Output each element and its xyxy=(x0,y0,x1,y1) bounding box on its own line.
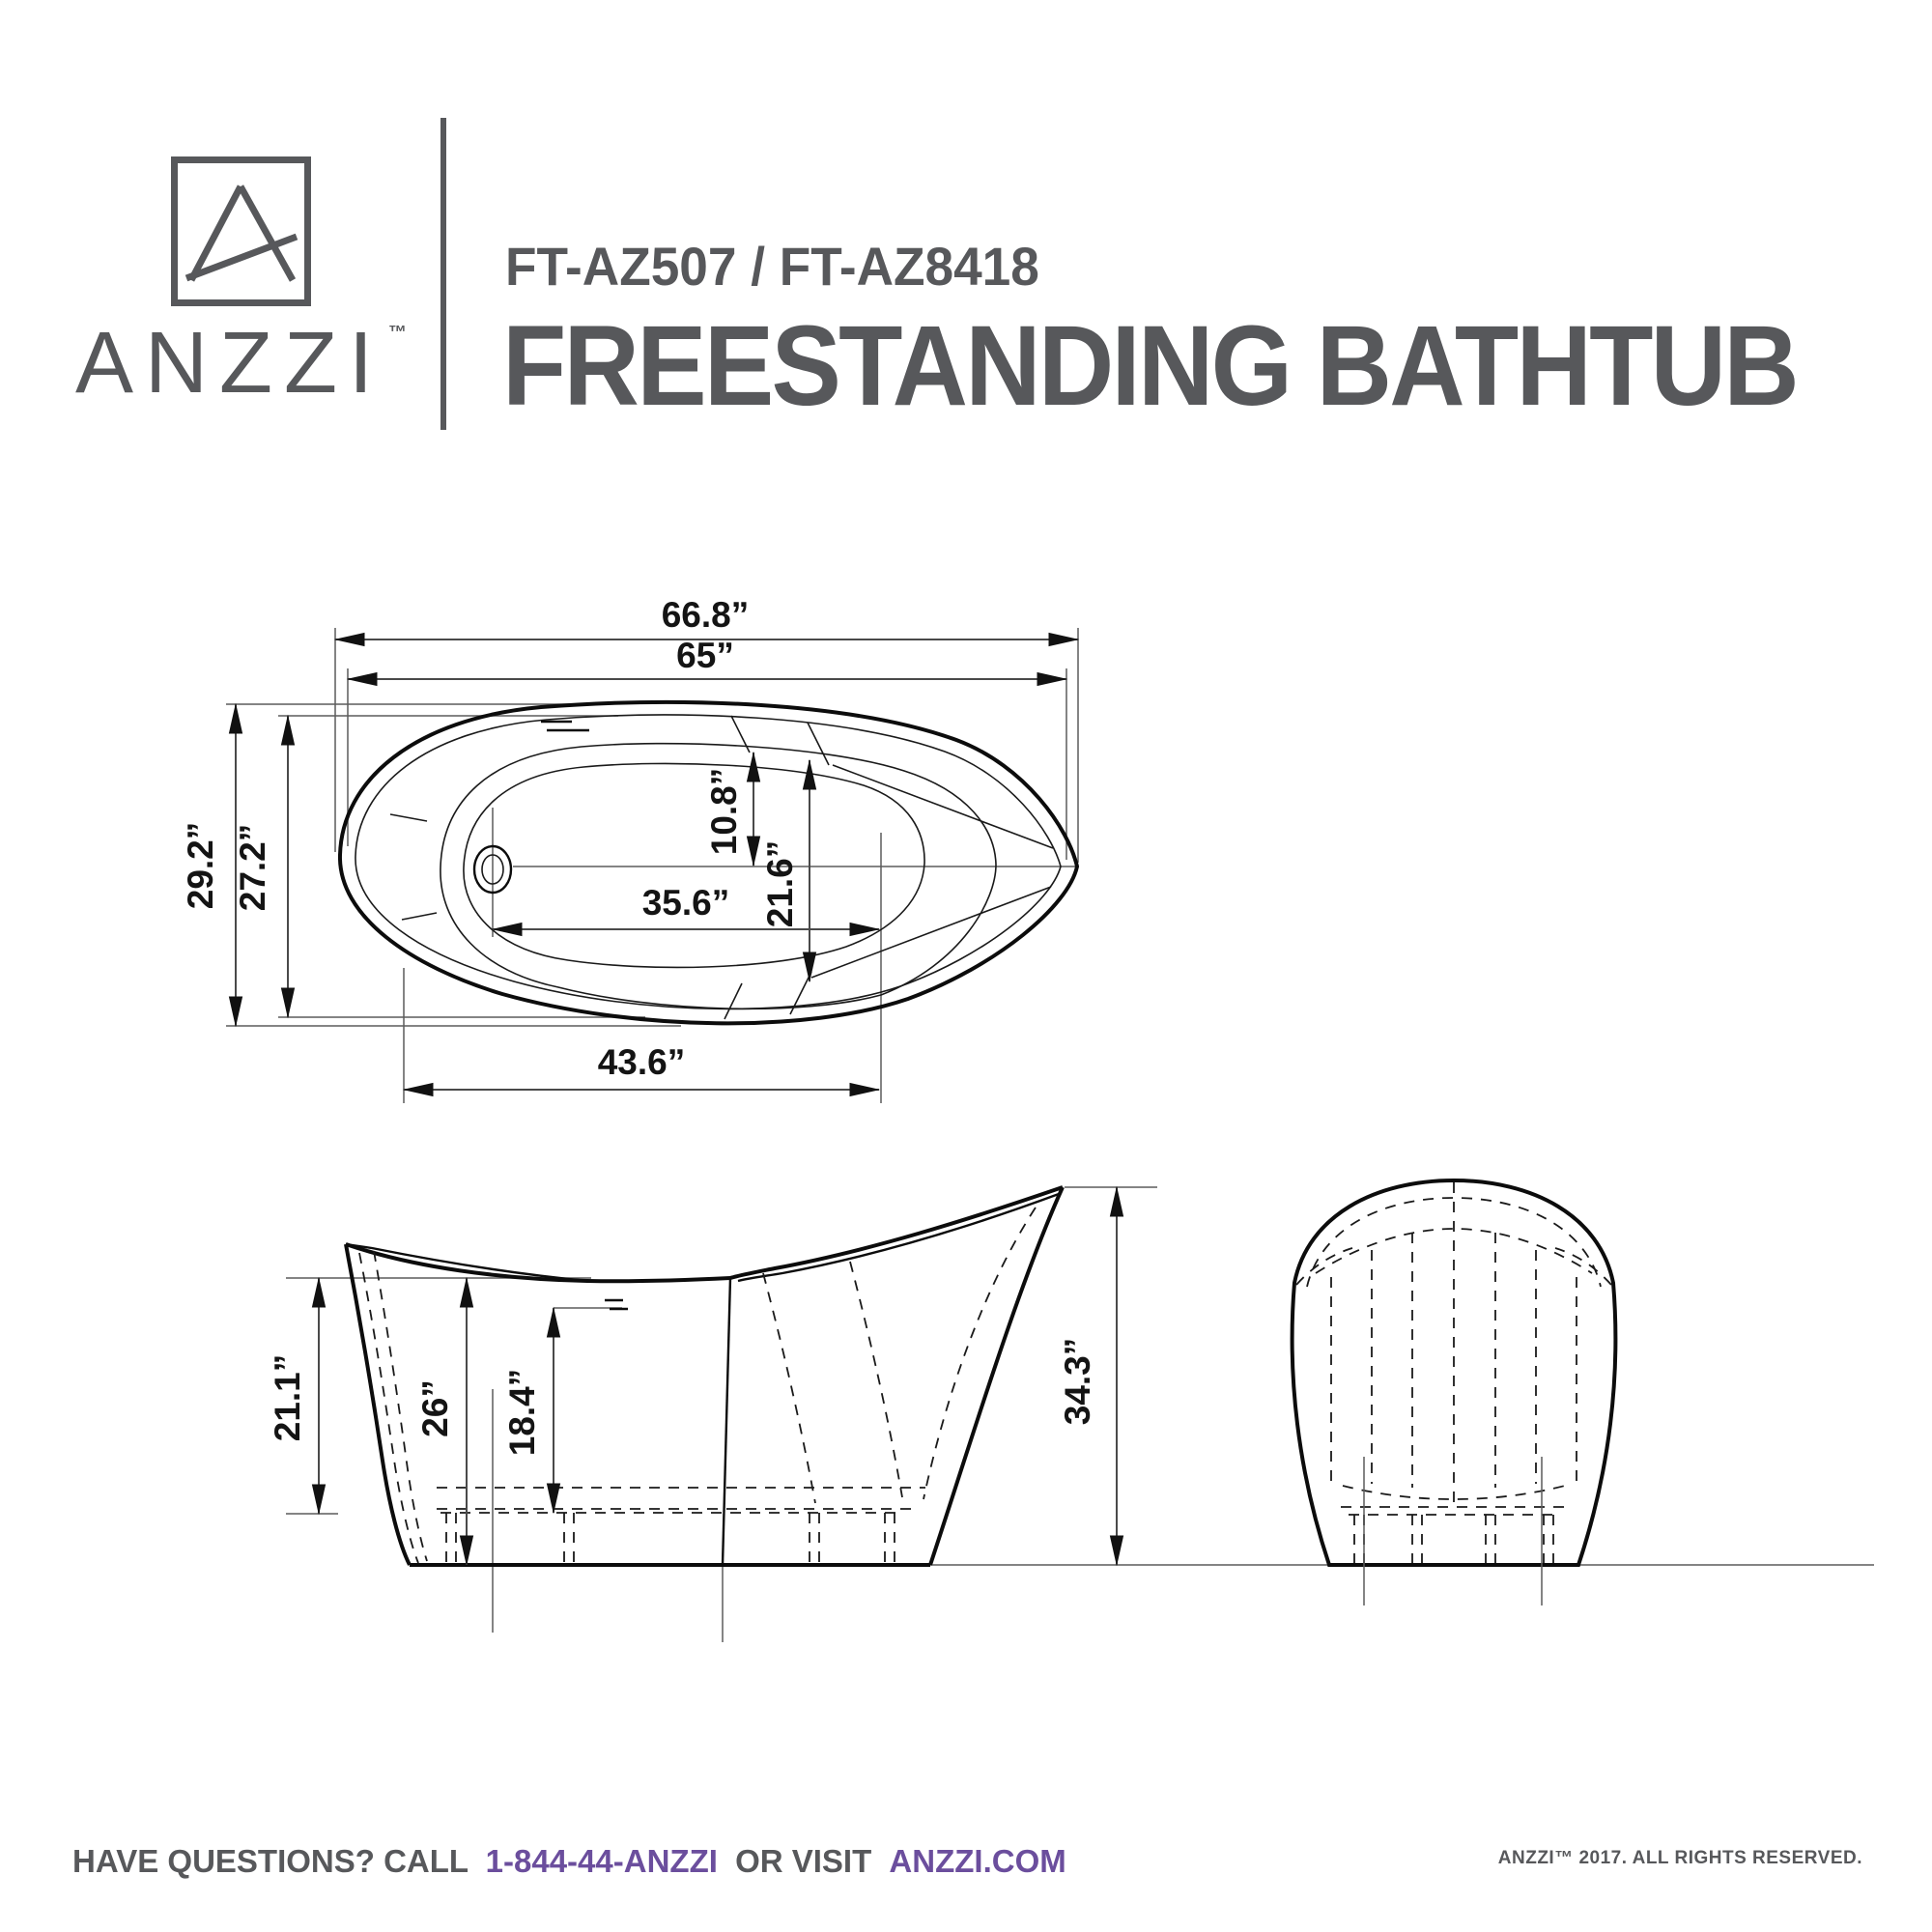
dim-overall-height: 34.3” xyxy=(1058,1337,1097,1426)
copyright-text: ANZZI™ 2017. ALL RIGHTS RESERVED. xyxy=(1497,1848,1862,1868)
dim-basin-width: 21.6” xyxy=(760,839,800,928)
page-title: FREESTANDING BATHTUB xyxy=(502,302,1797,430)
footer-phone-link[interactable]: 1-844-44-ANZZI xyxy=(485,1843,718,1879)
top-view-extension-lines xyxy=(226,628,1078,1103)
top-view xyxy=(181,595,1078,1103)
top-view-dimensions xyxy=(181,595,1078,1090)
top-view-tub-outline xyxy=(340,702,1077,1023)
model-numbers: FT-AZ507 / FT-AZ8418 xyxy=(505,236,1039,297)
dim-overall-width: 29.2” xyxy=(181,821,220,910)
side-view xyxy=(268,1187,1874,1642)
dim-basin-length: 43.6” xyxy=(597,1042,686,1082)
footer-or-visit-text: OR VISIT xyxy=(735,1843,872,1879)
dim-drain-to-backrest: 35.6” xyxy=(641,883,730,923)
footer-contact xyxy=(72,1843,1066,1880)
dim-overall-length: 66.8” xyxy=(661,595,750,635)
brand-wordmark: ANZZI xyxy=(75,315,384,412)
dim-soaking-depth: 18.4” xyxy=(502,1368,542,1457)
side-view-tub-outline xyxy=(346,1187,1063,1565)
dim-deck-width: 27.2” xyxy=(233,823,272,912)
dim-rim-height: 26” xyxy=(415,1379,455,1437)
end-view xyxy=(1293,1180,1616,1605)
dim-interior-length: 65” xyxy=(676,636,734,675)
end-view-hidden-lines xyxy=(1296,1182,1611,1563)
footer-website-link[interactable]: ANZZI.COM xyxy=(889,1843,1066,1879)
footer-question-text: HAVE QUESTIONS? CALL xyxy=(72,1843,469,1879)
brand-trademark: ™ xyxy=(388,323,407,343)
dim-front-rim-height: 21.1” xyxy=(268,1353,307,1442)
side-view-hidden-lines xyxy=(359,1208,1036,1563)
dim-center-to-basin: 10.8” xyxy=(704,767,744,856)
